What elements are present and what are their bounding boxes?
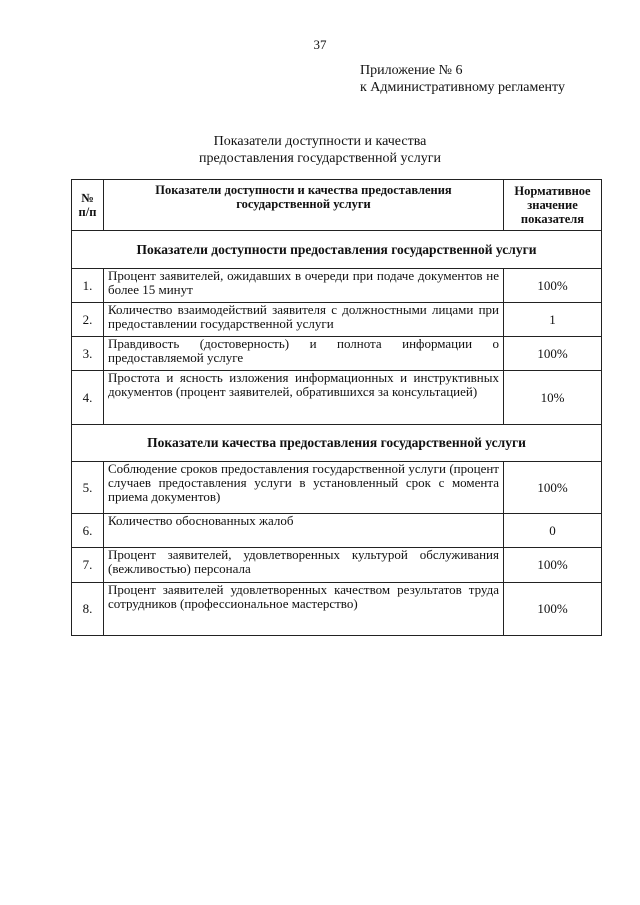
row-value: 100% (504, 548, 602, 583)
table-row (72, 371, 602, 425)
row-value: 100% (504, 583, 602, 636)
row-value: 10% (504, 371, 602, 425)
section-row (72, 425, 602, 462)
table-row (72, 303, 602, 337)
page-number: 37 (313, 37, 327, 52)
table-row (72, 462, 602, 514)
row-num: 4. (72, 371, 104, 425)
title-line-1: Показатели доступности и качества (213, 134, 427, 149)
row-indicator: Количество обоснованных жалоб (104, 514, 504, 548)
title-line-2: предоставления государственной услуги (199, 151, 441, 166)
row-num: 2. (72, 303, 104, 337)
row-indicator: Процент заявителей, удовлетворенных культурой обслуживания (вежливостью) персонала (104, 548, 504, 583)
table-row (72, 269, 602, 303)
row-value: 1 (504, 303, 602, 337)
appendix-note (360, 62, 565, 96)
row-value: 0 (504, 514, 602, 548)
table-row (72, 337, 602, 371)
header-indicator: Показатели доступности и качества предоставления государственной услуги (104, 180, 504, 231)
table-row (72, 514, 602, 548)
row-indicator: Процент заявителей удовлетворенных качеством результатов труда сотрудников (профессиональное мастерство) (104, 583, 504, 636)
table-row (72, 548, 602, 583)
section-availability: Показатели доступности предоставления государственной услуги (72, 231, 602, 269)
row-value: 100% (504, 269, 602, 303)
row-num: 8. (72, 583, 104, 636)
row-num: 5. (72, 462, 104, 514)
row-indicator: Правдивость (достоверность) и полнота информации о предоставляемой услуге (104, 337, 504, 371)
section-quality: Показатели качества предоставления государственной услуги (72, 425, 602, 462)
row-indicator: Количество взаимодействий заявителя с должностными лицами при предоставлении государственной услуги (104, 303, 504, 337)
row-indicator: Простота и ясность изложения информационных и инструктивных документов (процент заявителей, обратившихся за консультацией) (104, 371, 504, 425)
table-row (72, 583, 602, 636)
header-num: № п/п (72, 180, 104, 231)
document-title (0, 133, 640, 167)
section-row (72, 231, 602, 269)
row-num: 7. (72, 548, 104, 583)
table-header-row (72, 180, 602, 231)
row-value: 100% (504, 462, 602, 514)
indicators-table (71, 179, 602, 636)
appendix-line-2: к Административному регламенту (360, 80, 565, 95)
header-value: Нормативное значение показателя (504, 180, 602, 231)
row-indicator: Соблюдение сроков предоставления государственной услуги (процент случаев предоставления услуги в установленный срок с момента приема документов) (104, 462, 504, 514)
row-indicator: Процент заявителей, ожидавших в очереди при подаче документов не более 15 минут (104, 269, 504, 303)
appendix-line-1: Приложение № 6 (360, 63, 463, 78)
row-num: 6. (72, 514, 104, 548)
row-value: 100% (504, 337, 602, 371)
row-num: 3. (72, 337, 104, 371)
row-num: 1. (72, 269, 104, 303)
